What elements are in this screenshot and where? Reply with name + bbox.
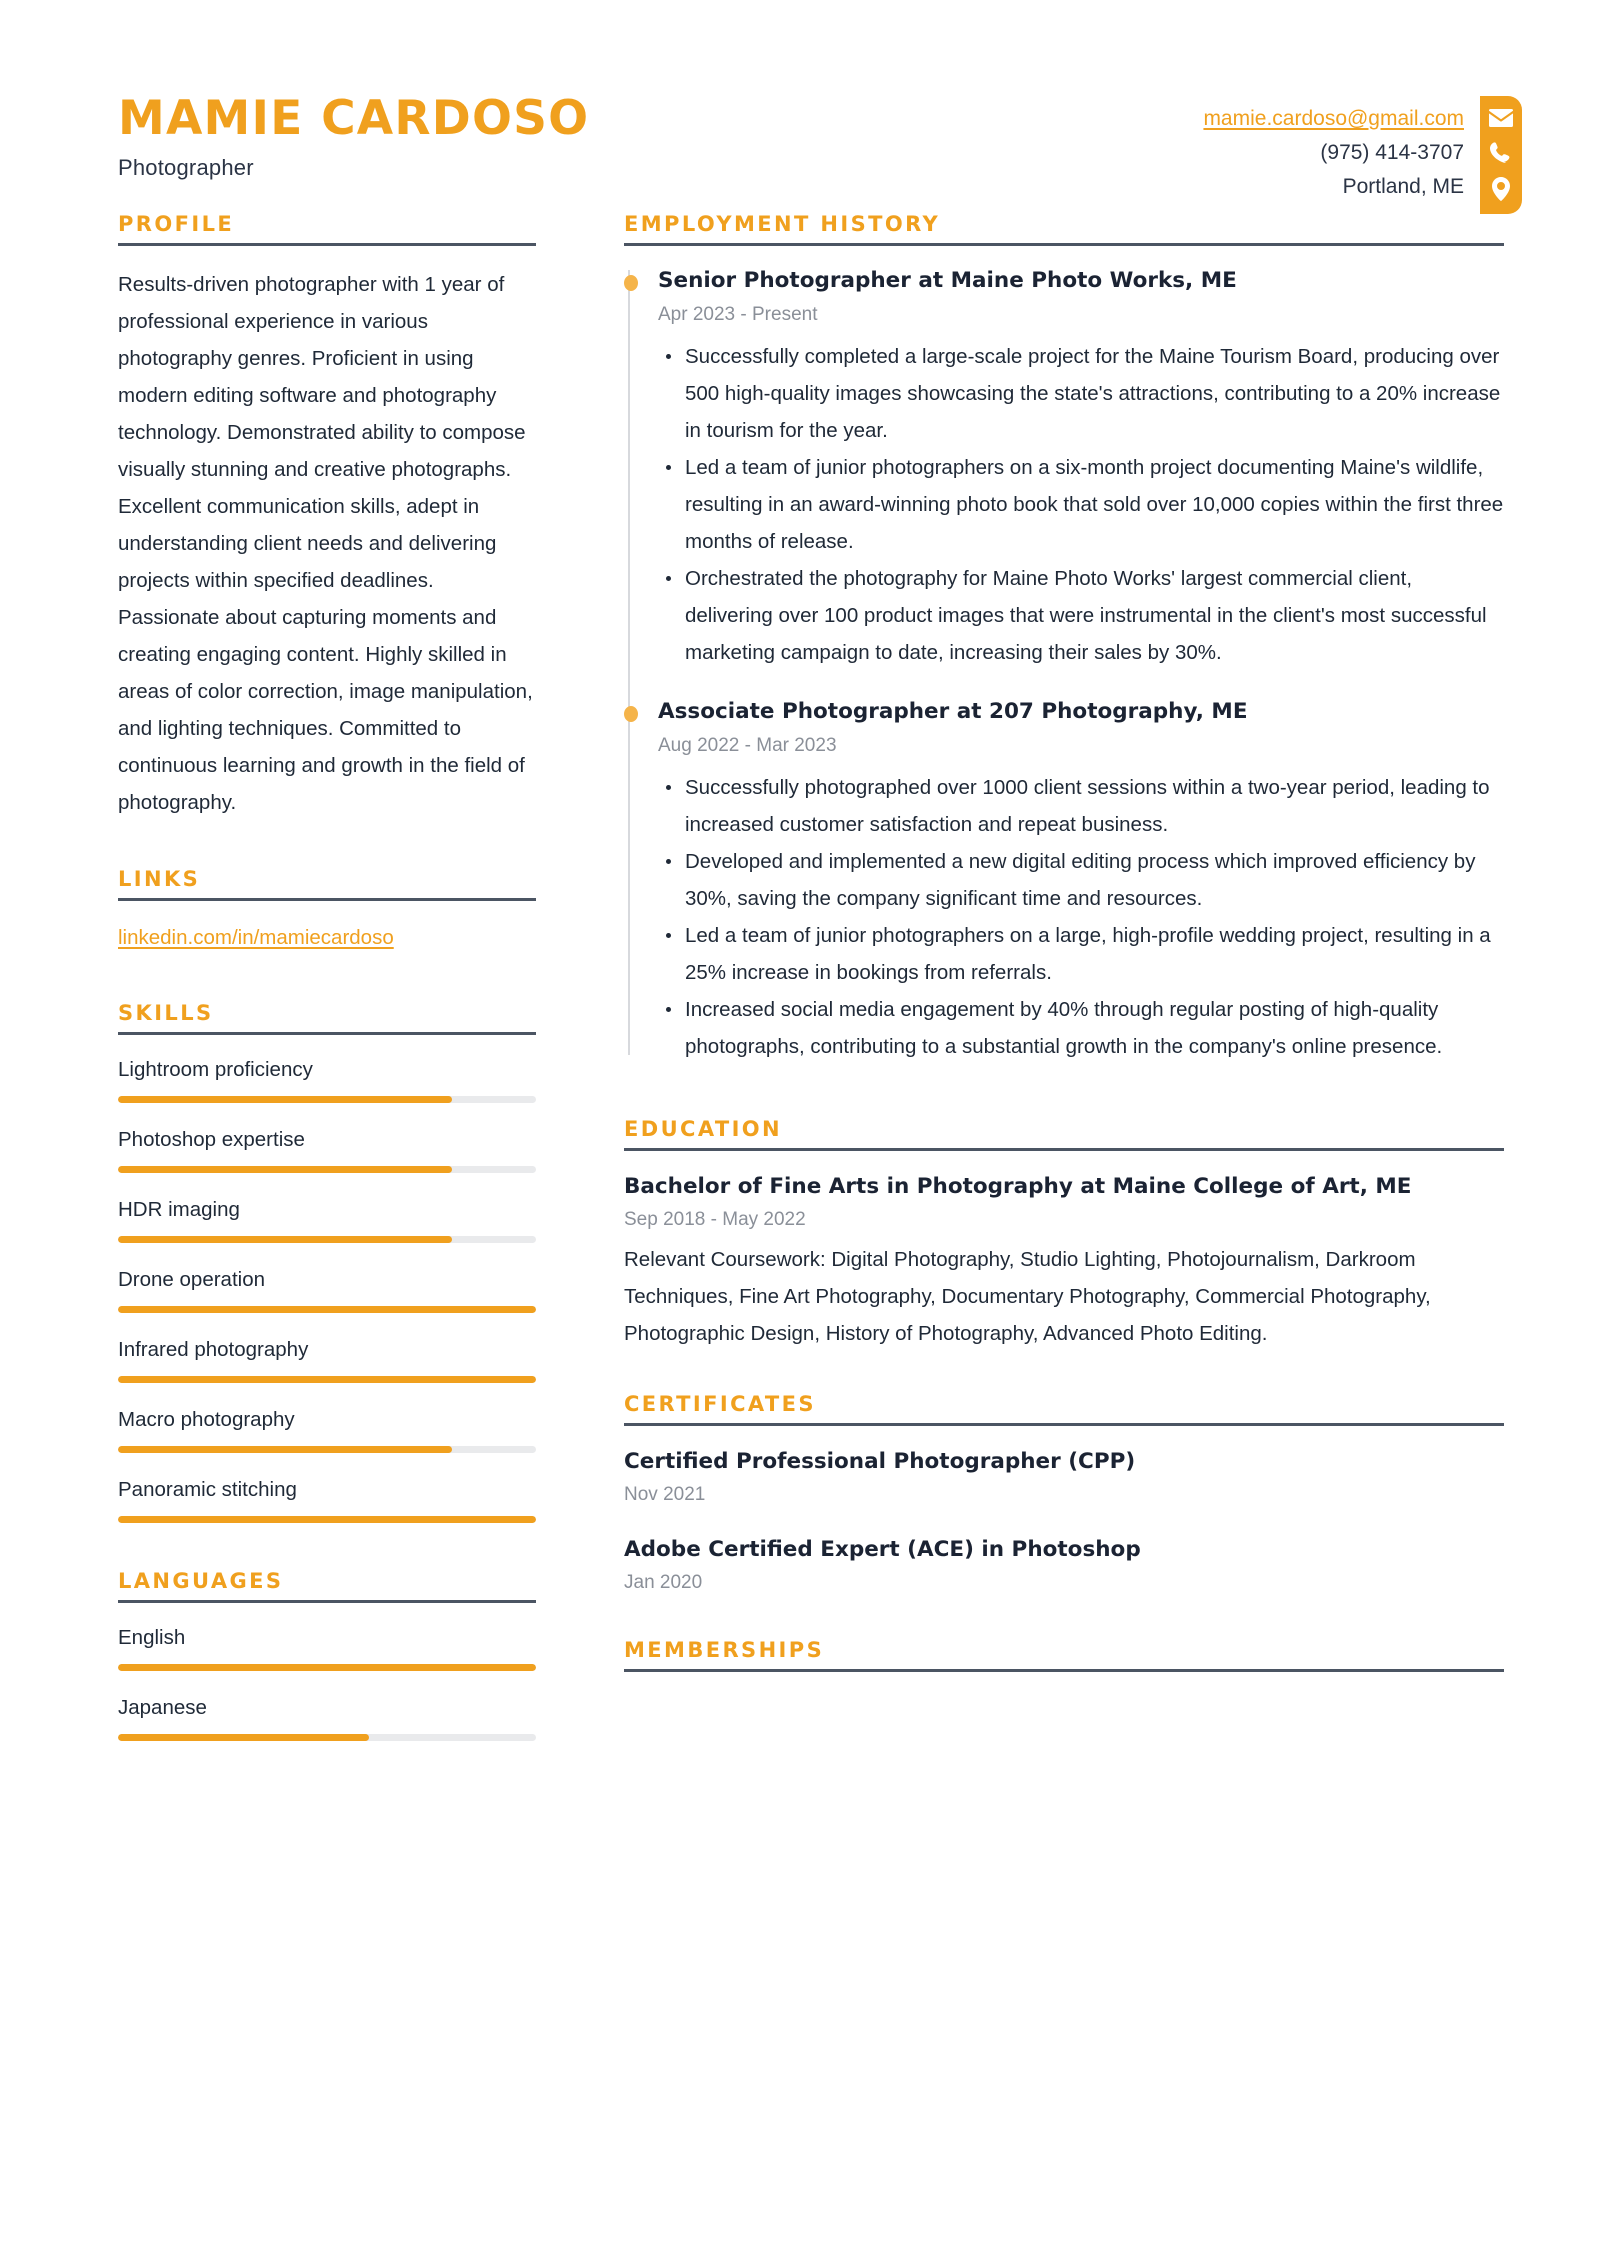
section-heading-memberships: MEMBERSHIPS — [624, 1638, 825, 1662]
skill-item — [118, 1265, 536, 1313]
skill-item-level-track — [118, 1096, 536, 1103]
skill-item-label: Infrared photography — [118, 1338, 309, 1361]
language-item-level-track — [118, 1664, 536, 1671]
section-memberships — [624, 1638, 1504, 1672]
skill-item-level-track — [118, 1306, 536, 1313]
certificate-entry — [624, 1534, 1504, 1598]
section-divider — [118, 1032, 536, 1035]
skill-item-level-track — [118, 1376, 536, 1383]
employment-entry — [658, 697, 1504, 1065]
skill-item — [118, 1055, 536, 1103]
skill-item-level-track — [118, 1446, 536, 1453]
certificate-entry-date: Jan 2020 — [624, 1572, 703, 1593]
language-item — [118, 1693, 536, 1741]
skill-item-level-track — [118, 1166, 536, 1173]
identity-block — [118, 86, 589, 181]
skill-item-level-fill — [118, 1516, 536, 1523]
candidate-job-title: Photographer — [118, 155, 254, 181]
section-divider — [118, 243, 536, 246]
timeline-dot-icon — [624, 706, 638, 722]
right-column — [624, 212, 1504, 1718]
section-divider — [118, 898, 536, 901]
contact-lines — [1203, 86, 1480, 204]
link-item[interactable]: linkedin.com/in/mamiecardoso — [118, 926, 394, 949]
section-skills — [118, 1001, 536, 1523]
skill-item-level-fill — [118, 1306, 536, 1313]
section-heading-languages: LANGUAGES — [118, 1569, 284, 1593]
employment-entry-title: Associate Photographer at 207 Photography, ME — [658, 699, 1248, 724]
skill-item-level-track — [118, 1516, 536, 1523]
employment-bullet: Led a team of junior photographers on a six-month project documenting Maine's wildlife, resulting in an award-winning photo book that sold over 10,000 copies within the first three months of release. — [658, 449, 1504, 560]
skill-item-label: HDR imaging — [118, 1198, 240, 1221]
skill-item-level-fill — [118, 1096, 452, 1103]
employment-bullet: Orchestrated the photography for Maine Photo Works' largest commercial client, delivering over 100 product images that were instrumental in the client's most successful marketing campaign to date, increasing their sales by 30%. — [658, 560, 1504, 671]
language-item-label: Japanese — [118, 1696, 207, 1719]
employment-entry-date: Aug 2022 - Mar 2023 — [658, 735, 837, 756]
skill-item-label: Photoshop expertise — [118, 1128, 305, 1151]
skill-item-label: Drone operation — [118, 1268, 266, 1291]
section-divider — [624, 1669, 1504, 1672]
certificate-entry-title: Certified Professional Photographer (CPP) — [624, 1449, 1136, 1474]
skill-item — [118, 1125, 536, 1173]
education-entry — [624, 1171, 1504, 1352]
language-item — [118, 1623, 536, 1671]
section-divider — [624, 1148, 1504, 1151]
section-employment-history — [624, 212, 1504, 1065]
education-entry-title: Bachelor of Fine Arts in Photography at Maine College of Art, ME — [624, 1174, 1412, 1199]
skill-item-level-track — [118, 1236, 536, 1243]
section-divider — [118, 1600, 536, 1603]
links-list — [118, 921, 536, 955]
section-heading-certificates: CERTIFICATES — [624, 1392, 816, 1416]
certificates-list — [624, 1446, 1504, 1598]
employment-entry-bullets — [658, 338, 1504, 671]
employment-entry-title: Senior Photographer at Maine Photo Works, ME — [658, 268, 1237, 293]
education-entry-date: Sep 2018 - May 2022 — [624, 1209, 806, 1230]
skill-item-label: Panoramic stitching — [118, 1478, 297, 1501]
resume-body — [0, 212, 1600, 1787]
skill-item — [118, 1335, 536, 1383]
employment-entry — [658, 266, 1504, 671]
employment-bullet: Developed and implemented a new digital editing process which improved efficiency by 30%, saving the company significant time and resources. — [658, 843, 1504, 917]
employment-bullet: Successfully completed a large-scale project for the Maine Tourism Board, producing over 500 high-quality images showcasing the state's attractions, contributing to a 20% increase in tourism for the year. — [658, 338, 1504, 449]
profile-summary-text: Results-driven photographer with 1 year of professional experience in various photography genres. Proficient in using modern editing software and photography technology. Demonstrated ability to compose visually stunning and creative photographs. Excellent communication skills, adept in understanding client needs and delivering projects within specified deadlines. Passionate about capturing moments and creating engaging content. Highly skilled in areas of color correction, image manipulation, and lighting techniques. Committed to continuous learning and growth in the field of photography. — [118, 273, 533, 814]
language-item-level-fill — [118, 1734, 369, 1741]
section-education — [624, 1117, 1504, 1352]
section-links — [118, 867, 536, 955]
section-heading-education: EDUCATION — [624, 1117, 783, 1141]
section-heading-profile: PROFILE — [118, 212, 235, 236]
certificate-entry-title: Adobe Certified Expert (ACE) in Photoshop — [624, 1537, 1141, 1562]
employment-bullet: Led a team of junior photographers on a large, high-profile wedding project, resulting in a 25% increase in bookings from referrals. — [658, 917, 1504, 991]
location-pin-icon — [1492, 177, 1510, 201]
timeline-dot-icon — [624, 275, 638, 291]
employment-bullet: Increased social media engagement by 40% through regular posting of high-quality photographs, contributing to a substantial growth in the company's online presence. — [658, 991, 1504, 1065]
envelope-icon — [1489, 109, 1513, 127]
candidate-name: MAMIE CARDOSO — [118, 91, 590, 146]
skill-item-label: Macro photography — [118, 1408, 295, 1431]
skill-item — [118, 1475, 536, 1523]
section-heading-links: LINKS — [118, 867, 201, 891]
contact-block — [1203, 86, 1600, 214]
section-divider — [624, 243, 1504, 246]
phone-icon — [1490, 141, 1512, 163]
contact-email[interactable]: mamie.cardoso@gmail.com — [1203, 107, 1464, 130]
skill-item-level-fill — [118, 1446, 452, 1453]
language-item-level-track — [118, 1734, 536, 1741]
skill-item — [118, 1405, 536, 1453]
education-entry-description: Relevant Coursework: Digital Photography, Studio Lighting, Photojournalism, Darkroom Techniques, Fine Art Photography, Documentary Photography, Commercial Photography, Photographic Design, History of Photography, Advanced Photo Editing. — [624, 1248, 1431, 1345]
section-heading-skills: SKILLS — [118, 1001, 214, 1025]
section-profile — [118, 212, 536, 821]
language-item-level-fill — [118, 1664, 536, 1671]
left-column — [118, 212, 536, 1787]
skill-item-label: Lightroom proficiency — [118, 1058, 313, 1081]
contact-icon-strip — [1480, 96, 1522, 214]
certificate-entry — [624, 1446, 1504, 1510]
languages-list — [118, 1623, 536, 1741]
section-heading-employment: EMPLOYMENT HISTORY — [624, 212, 941, 236]
employment-bullet: Successfully photographed over 1000 client sessions within a two-year period, leading to increased customer satisfaction and repeat business. — [658, 769, 1504, 843]
employment-entry-date: Apr 2023 - Present — [658, 304, 818, 325]
resume-header — [0, 0, 1600, 212]
section-certificates — [624, 1392, 1504, 1598]
employment-timeline — [624, 266, 1504, 1065]
skill-item-level-fill — [118, 1376, 536, 1383]
employment-entry-bullets — [658, 769, 1504, 1065]
skills-list — [118, 1055, 536, 1523]
skill-item-level-fill — [118, 1236, 452, 1243]
contact-phone: (975) 414-3707 — [1320, 141, 1464, 164]
section-divider — [624, 1423, 1504, 1426]
skill-item-level-fill — [118, 1166, 452, 1173]
certificate-entry-date: Nov 2021 — [624, 1484, 706, 1505]
section-languages — [118, 1569, 536, 1741]
language-item-label: English — [118, 1626, 186, 1649]
contact-location: Portland, ME — [1342, 175, 1464, 198]
skill-item — [118, 1195, 536, 1243]
education-list — [624, 1171, 1504, 1352]
